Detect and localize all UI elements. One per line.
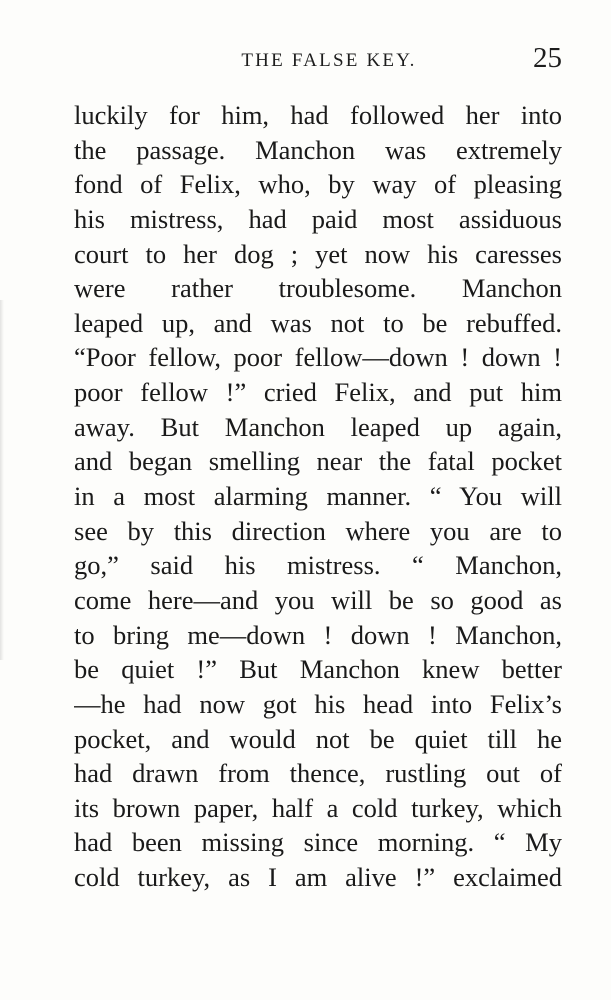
text-line: had drawn from thence, rustling out of: [74, 758, 562, 789]
text-line: in a most alarming manner. “ You will: [74, 481, 562, 512]
text-line: cold turkey, as I am alive !” exclaimed: [74, 862, 562, 893]
text-line: leaped up, and was not to be rebuffed.: [74, 307, 562, 338]
text-line: come here—and you will be so good as: [74, 584, 562, 615]
text-line: were rather troublesome. Manchon: [74, 273, 562, 304]
running-title: THE FALSE KEY.: [241, 50, 417, 71]
text-line: away. But Manchon leaped up again,: [74, 411, 562, 442]
text-line: go,” said his mistress. “ Manchon,: [74, 550, 562, 581]
body-text: [74, 98, 562, 895]
text-line: luckily for him, had followed her into: [74, 100, 562, 130]
text-line: its brown paper, half a cold turkey, which: [74, 792, 562, 823]
text-line: and began smelling near the fatal pocket: [74, 446, 562, 477]
text-line: court to her dog ; yet now his caresses: [74, 238, 562, 269]
text-line: see by this direction where you are to: [74, 515, 562, 546]
page-number: 25: [533, 42, 562, 74]
text-line: to bring me—down ! down ! Manchon,: [74, 619, 562, 650]
text-line: poor fellow !” cried Felix, and put him: [74, 377, 562, 408]
text-line: had been missing since morning. “ My: [74, 827, 562, 858]
text-line: “Poor fellow, poor fellow—down ! down !: [74, 342, 562, 373]
page-header: [74, 44, 562, 80]
text-line: his mistress, had paid most assiduous: [74, 203, 562, 234]
text-line: fond of Felix, who, by way of pleasing: [74, 169, 562, 200]
text-line: pocket, and would not be quiet till he: [74, 723, 562, 754]
text-line: —he had now got his head into Felix’s: [74, 688, 562, 719]
text-line: the passage. Manchon was extremely: [74, 134, 562, 165]
text-line: be quiet !” But Manchon knew better: [74, 654, 562, 685]
